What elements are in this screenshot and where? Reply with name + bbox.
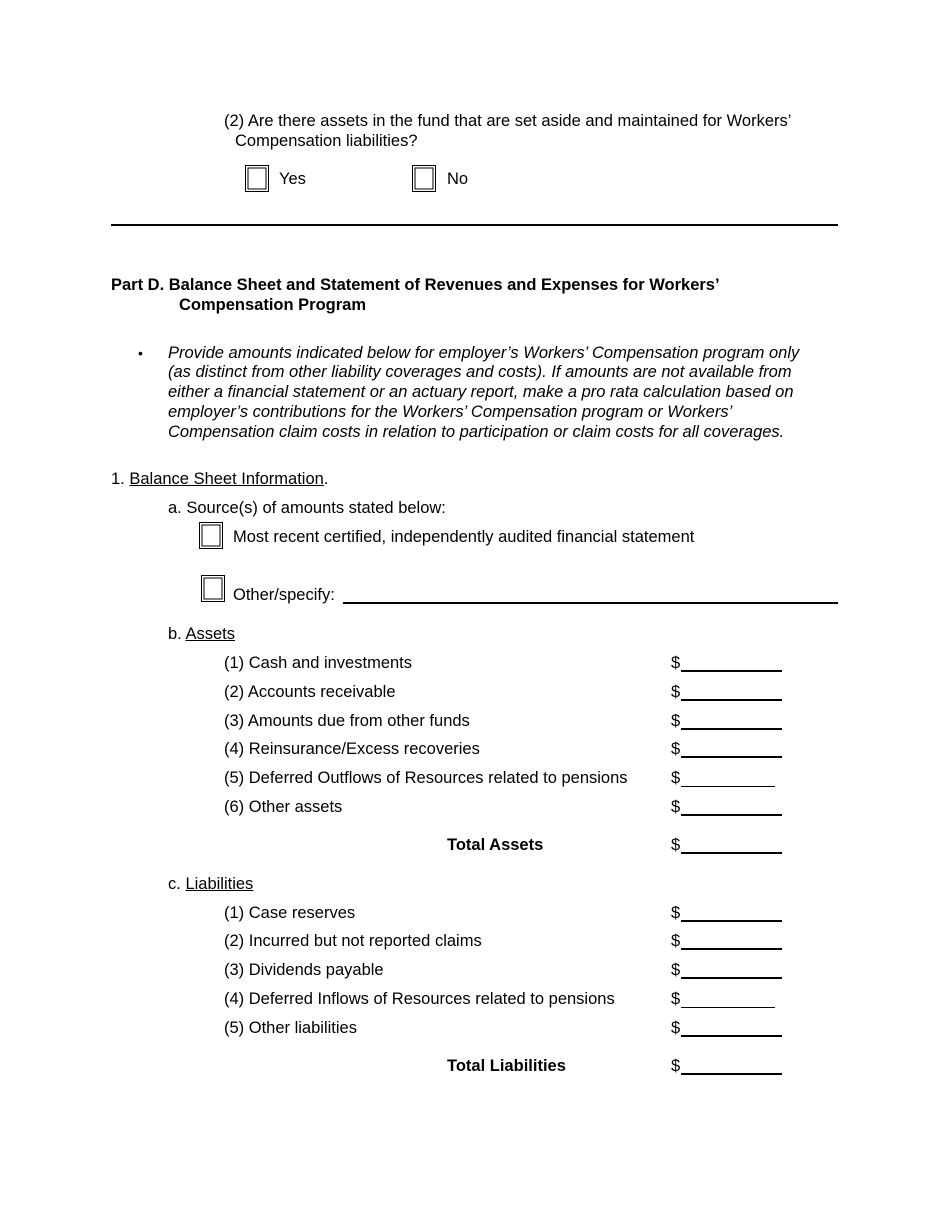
- liabilities-title: Liabilities: [185, 875, 254, 893]
- currency-symbol: $: [671, 798, 681, 816]
- liabilities-prefix: c.: [168, 875, 181, 893]
- dividends-payable-input[interactable]: [681, 977, 782, 979]
- deferred-outflows-input[interactable]: [681, 786, 775, 787]
- asset-item-label: (5) Deferred Outflows of Resources related to pensions: [224, 769, 628, 787]
- instruction-line: Compensation claim costs in relation to participation or claim costs for all coverages.: [168, 423, 785, 441]
- currency-symbol: $: [671, 990, 681, 1008]
- section-1-heading: [111, 470, 328, 489]
- assets-title: Assets: [185, 625, 235, 643]
- section-title: Balance Sheet Information: [129, 470, 324, 488]
- question-2-text-line1: (2) Are there assets in the fund that are set aside and maintained for Workers’: [224, 112, 792, 130]
- other-specify-label: Other/specify:: [233, 586, 335, 604]
- currency-symbol: $: [671, 654, 681, 672]
- total-assets-label: Total Assets: [447, 836, 544, 854]
- deferred-inflows-input[interactable]: [681, 1007, 775, 1008]
- reinsurance-recoveries-input[interactable]: [681, 756, 782, 758]
- section-title-suffix: .: [323, 470, 329, 488]
- accounts-receivable-input[interactable]: [681, 699, 782, 701]
- no-checkbox[interactable]: [412, 165, 436, 192]
- other-specify-input[interactable]: [343, 602, 838, 604]
- assets-heading: [168, 625, 235, 644]
- currency-symbol: $: [671, 712, 681, 730]
- case-reserves-input[interactable]: [681, 920, 782, 922]
- instruction-line: employer’s contributions for the Workers’ Compensation program or Workers’: [168, 403, 733, 421]
- liability-item-label: (5) Other liabilities: [224, 1019, 357, 1037]
- liabilities-heading: [168, 875, 253, 894]
- other-assets-input[interactable]: [681, 814, 782, 816]
- due-from-other-funds-input[interactable]: [681, 728, 782, 730]
- section-divider: [111, 224, 838, 226]
- currency-symbol: $: [671, 904, 681, 922]
- currency-symbol: $: [671, 836, 681, 854]
- part-d-title-line2: Compensation Program: [179, 296, 367, 314]
- liability-item-label: (4) Deferred Inflows of Resources related to pensions: [224, 990, 615, 1008]
- asset-item-label: (6) Other assets: [224, 798, 343, 816]
- currency-symbol: $: [671, 740, 681, 758]
- yes-label: Yes: [279, 170, 306, 188]
- source-prompt: a. Source(s) of amounts stated below:: [168, 499, 446, 517]
- liability-item-label: (1) Case reserves: [224, 904, 356, 922]
- asset-item-label: (2) Accounts receivable: [224, 683, 396, 701]
- currency-symbol: $: [671, 961, 681, 979]
- other-liabilities-input[interactable]: [681, 1035, 782, 1037]
- currency-symbol: $: [671, 1019, 681, 1037]
- currency-symbol: $: [671, 683, 681, 701]
- question-2-text-line2: Compensation liabilities?: [235, 132, 418, 150]
- cash-investments-input[interactable]: [681, 670, 782, 672]
- total-liabilities-input[interactable]: [681, 1073, 782, 1075]
- yes-checkbox[interactable]: [245, 165, 269, 192]
- currency-symbol: $: [671, 932, 681, 950]
- instruction-line: (as distinct from other liability coverages and costs). If amounts are not available from: [168, 363, 792, 381]
- section-number: 1.: [111, 470, 125, 488]
- ibnr-claims-input[interactable]: [681, 948, 782, 950]
- assets-prefix: b.: [168, 625, 182, 643]
- currency-symbol: $: [671, 769, 681, 787]
- other-specify-checkbox[interactable]: [201, 575, 225, 602]
- liability-item-label: (2) Incurred but not reported claims: [224, 932, 482, 950]
- asset-item-label: (3) Amounts due from other funds: [224, 712, 470, 730]
- total-liabilities-label: Total Liabilities: [447, 1057, 566, 1075]
- asset-item-label: (4) Reinsurance/Excess recoveries: [224, 740, 480, 758]
- instruction-line: either a financial statement or an actuary report, make a pro rata calculation based on: [168, 383, 794, 401]
- liability-item-label: (3) Dividends payable: [224, 961, 384, 979]
- no-label: No: [447, 170, 469, 188]
- asset-item-label: (1) Cash and investments: [224, 654, 413, 672]
- currency-symbol: $: [671, 1057, 681, 1075]
- bullet-icon: •: [138, 345, 143, 361]
- total-assets-input[interactable]: [681, 852, 782, 854]
- audited-statement-checkbox[interactable]: [199, 522, 223, 549]
- instruction-line: Provide amounts indicated below for employer’s Workers’ Compensation program only: [168, 344, 800, 362]
- audited-statement-label: Most recent certified, independently audited financial statement: [233, 528, 695, 546]
- part-d-title-line1: Part D. Balance Sheet and Statement of Revenues and Expenses for Workers’: [111, 276, 720, 294]
